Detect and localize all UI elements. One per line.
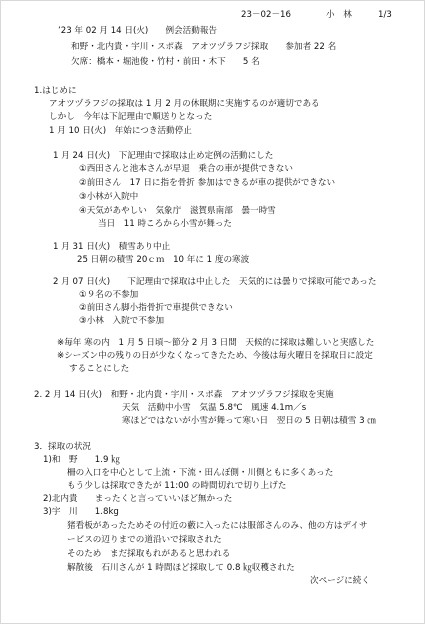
ukawa-line: そのため まだ採取もれがあると思われる	[67, 549, 231, 559]
feb07-item: ①９名の不参加	[79, 290, 139, 300]
header-page-number: 1/3	[378, 10, 392, 20]
wano-title: 1)和 野 1.9 ㎏	[43, 455, 120, 465]
jan31-note: 25 日朝の積雪 20ｃｍ 10 年に 1 度の寒波	[77, 255, 250, 265]
feb07-item: ③小林 入院で不参加	[79, 316, 165, 326]
season-note: ※毎年 寒の内 1 月 5 日頃～節分 2 月 3 日間 天候的に採取は難しいと実感した	[57, 338, 375, 348]
section1-heading: 1.はじめに	[34, 86, 77, 96]
section2-heading: 2. 2 月 14 日(火) 和野・北内貴・宇川・スポ森 アオツヅラフジ採取を実施	[34, 390, 334, 400]
ukawa-line: 猪看板があったためその付近の藪に入ったには服部さんのみ、他の方はデイサ	[67, 521, 368, 531]
ukawa-line: 解散後 石川さんが 1 時間ほど採取して 0.8 ㎏収穫された	[67, 563, 295, 573]
jan24-item: ②前田さん 17 日に指を骨折 参加はできるが車の提供ができない	[79, 178, 336, 188]
ukawa-line: ービスの辺りまでの道沿いで採取された	[67, 535, 222, 545]
jan31-title: 1 月 31 日(火) 積雪あり中止	[53, 242, 171, 252]
jan24-item: ③小林が入院中	[79, 192, 139, 202]
header-author: 小 林	[326, 10, 352, 20]
feb07-item: ②前田さん脚小指骨折で車提供できない	[79, 303, 233, 313]
wano-line: もう少しは採取できたが 11:00 の時間切れで切り上げた	[67, 481, 287, 491]
ukawa-title: 3)宇 川 1.8kg	[43, 507, 119, 517]
season-note: することにした	[69, 364, 130, 374]
jan24-note: 当日 11 時ころから小雪が舞った	[98, 219, 232, 229]
kitauchi-title: 2)北内貴 まったくと言っていいほど無かった	[43, 494, 233, 504]
jan24-title: 1 月 24 日(火) 下記理由で採取は止め定例の活動にした	[53, 151, 274, 161]
section3-heading: 3．採取の状況	[34, 442, 92, 452]
section1-intro-line2: しかし 今年は下記理由で順送りとなった	[49, 112, 213, 122]
report-absentees: 欠席：橋本・堀池俊・竹村・前田・木下 5 名	[71, 57, 260, 67]
jan24-item: ①西田さんと池本さんが早退 乗合の車が提供できない	[79, 164, 293, 174]
report-participants: 和野・北内貴・宇川・スポ森 アオツヅラフジ採取 参加者 22 名	[71, 42, 337, 52]
header-date: 23－02－16	[241, 10, 291, 20]
wano-line: 柵の入口を中心として上流・下流・田んぼ側・川側ともに多くあった	[67, 468, 334, 478]
section2-weather: 天気 活動中小雪 気温 5.8℃ 風速 4.1m／s	[122, 403, 307, 413]
jan10-entry: 1 月 10 日(火) 年始につき活動停止	[49, 126, 192, 136]
report-title: ’23 年 02 月 14 日(火) 例会活動報告	[58, 26, 218, 36]
continue-note: 次ページに続く	[310, 576, 370, 586]
feb07-title: 2 月 07 日(火) 下記理由で採取は中止した 天気的には曇りで採取可能であった	[53, 277, 377, 287]
season-note: ※シーズン中の残りの日が少なくなってきたため、今後は毎火曜日を採取日に設定	[57, 351, 373, 361]
section1-intro-line1: アオツヅラフジの採取は 1 月 2 月の休眠期に実施するのが適切である	[49, 99, 320, 109]
section2-note: 寒ほどではないが小雪が舞って寒い日 翌日の 5 日朝は積雪 3 ㎝	[122, 416, 376, 426]
jan24-item: ④天気があやしい 気象庁 滋賀県南部 曇一時雪	[79, 206, 276, 216]
